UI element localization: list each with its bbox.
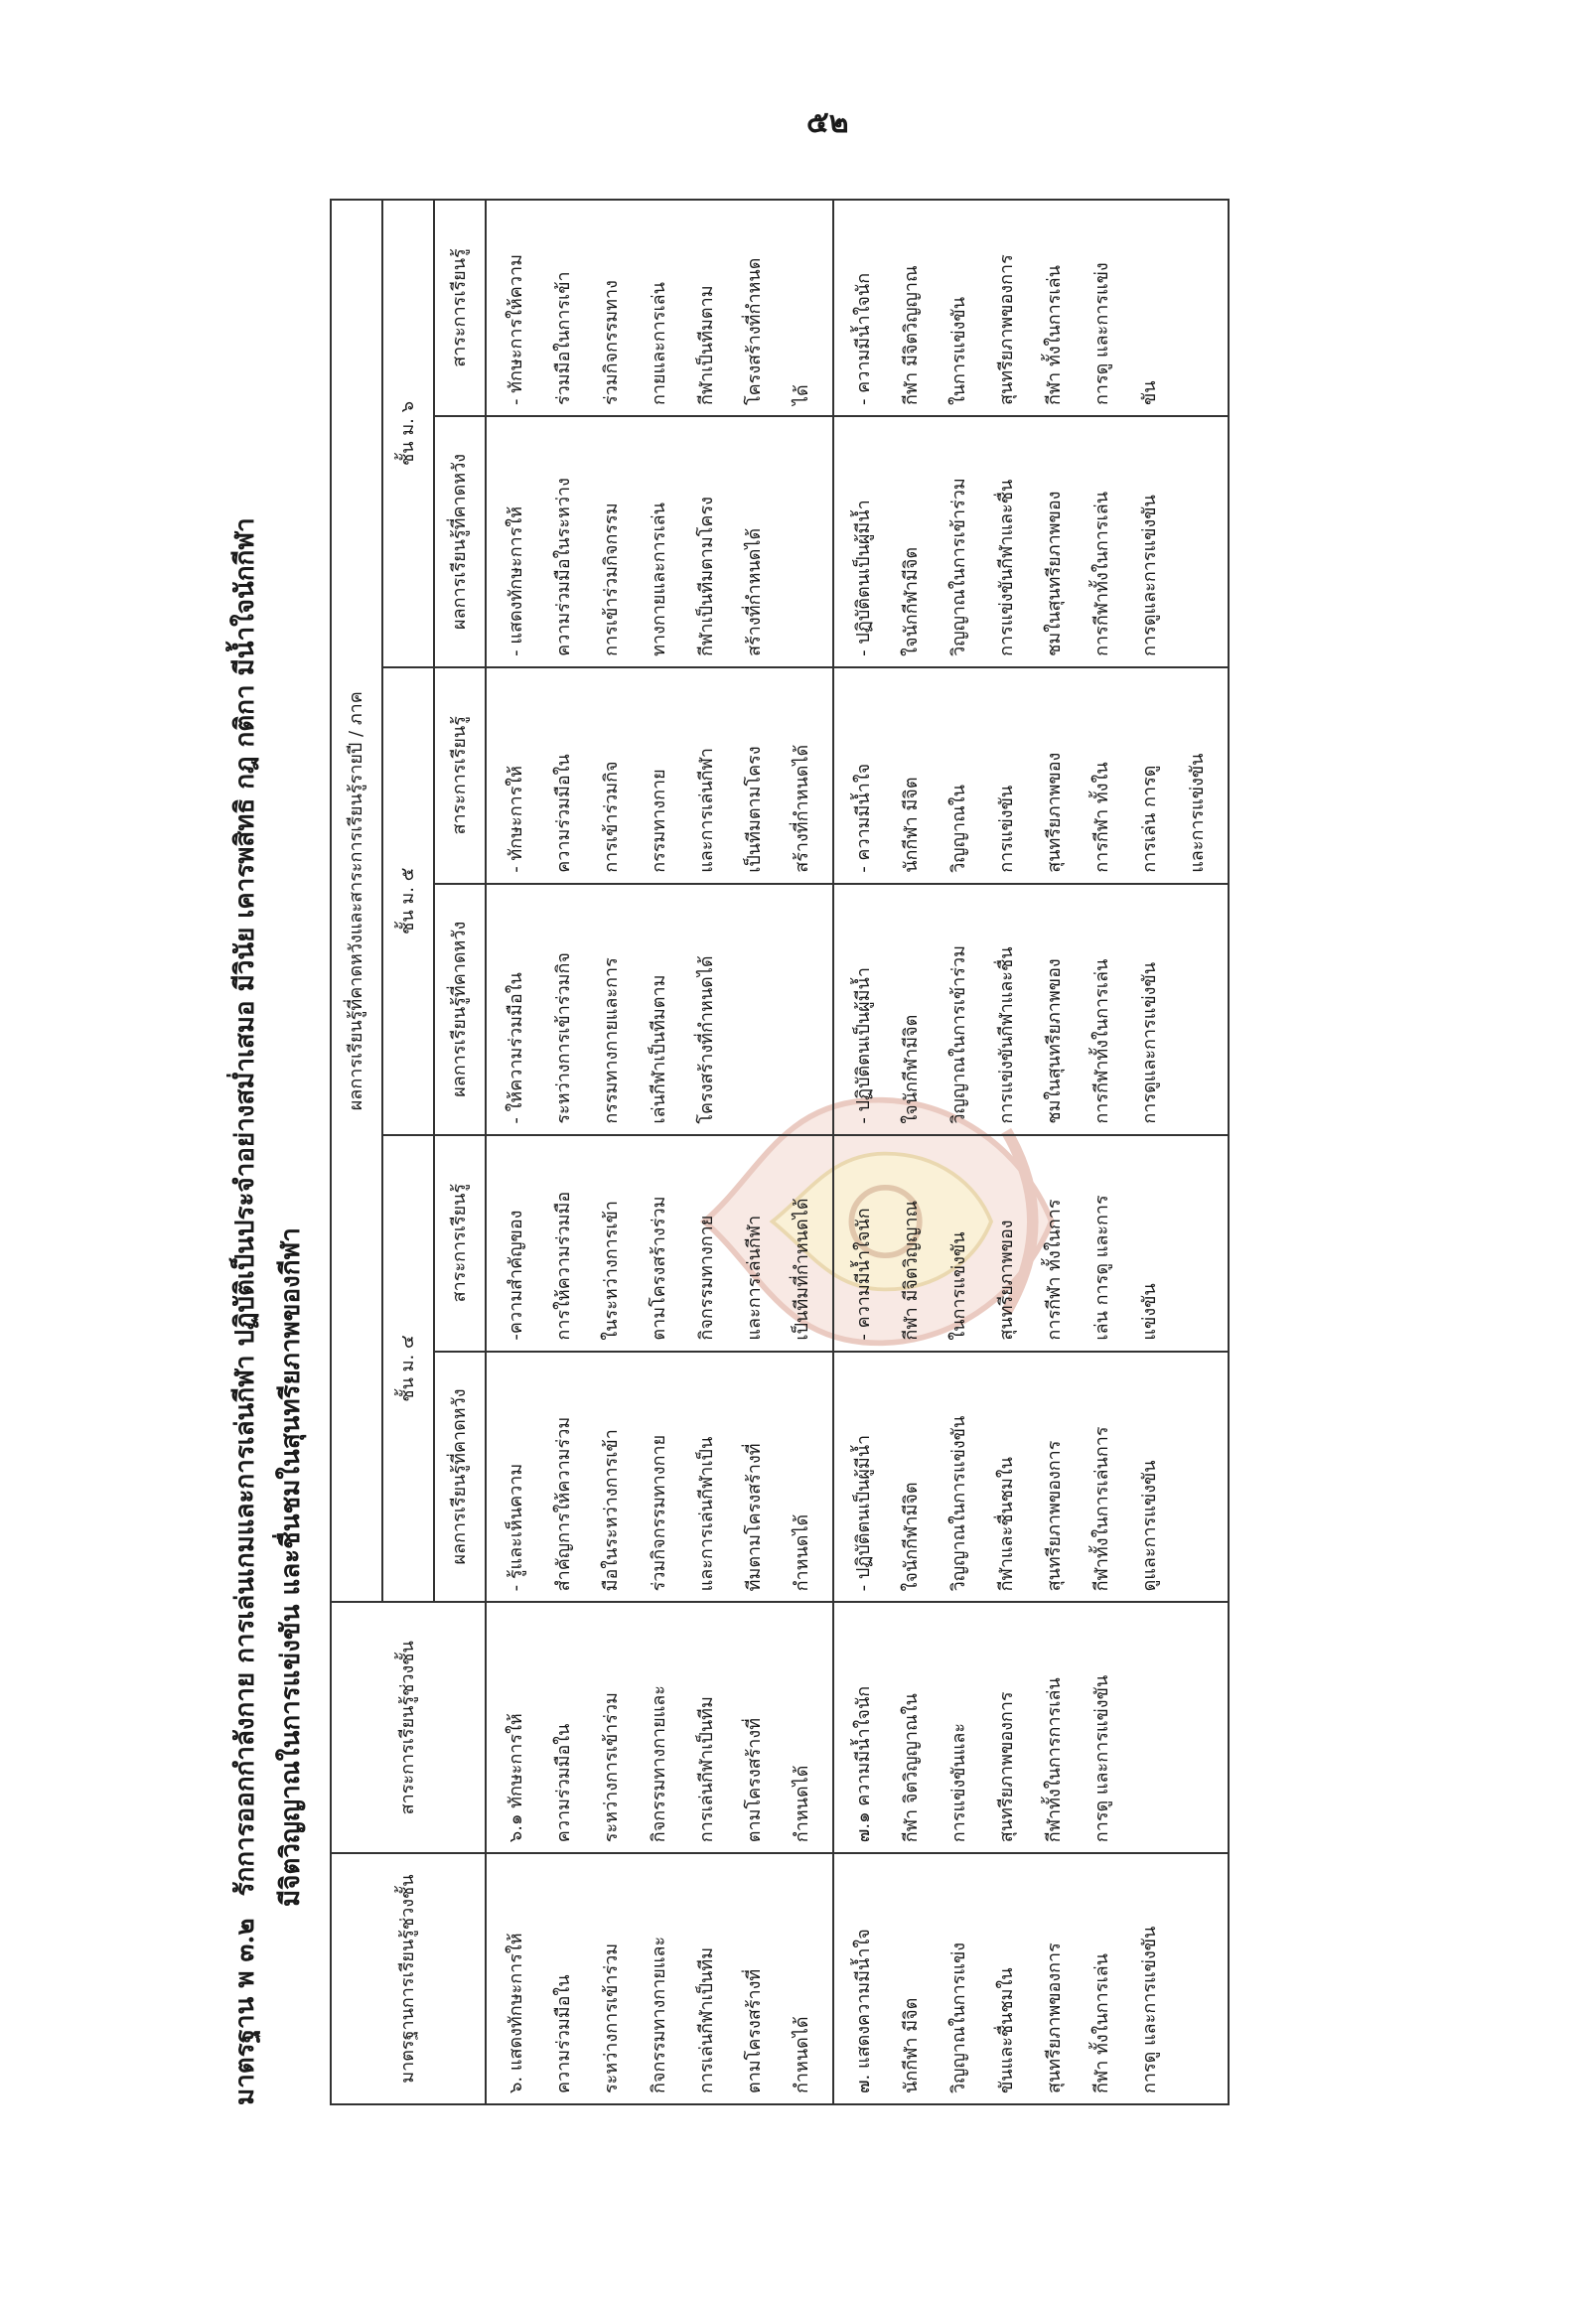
header-group: ผลการเรียนรู้ที่คาดหวังและสาระการเรียนรู้รายปี / ภาค bbox=[331, 200, 382, 1602]
header-grade-m4: ชั้น ม. ๔ bbox=[382, 1135, 434, 1603]
header-m5-outcome: ผลการเรียนรู้ที่คาดหวัง bbox=[434, 884, 486, 1135]
cell-m6-content: - ทักษะการให้ความ ร่วมมือในการเข้า ร่วมกิจกรรมทาง กายและการเล่น กีฬาเป็นทีมตาม โครงสร้างที่กำหนด ได้ bbox=[486, 200, 833, 416]
cell-m4-outcome: - ปฏิบัติตนเป็นผู้มีน้ำ ใจนักกีฬามีจิต วิญญาณในการแข่งขัน กีฬาและชื่นชมใน สุนทรียภาพของการ กีฬาทั้งในการเล่นการ ดูและการแข่งขัน bbox=[833, 1352, 1229, 1603]
header-m6-content: สาระการเรียนรู้ bbox=[434, 200, 486, 416]
page-title bbox=[222, 199, 314, 2105]
header-core-content: สาระการเรียนรู้ช่วงชั้น bbox=[331, 1602, 486, 1853]
cell-m5-content: - ความมีน้ำใจ นักกีฬา มีจิต วิญญาณใน การแข่งขัน สุนทรียภาพของ การกีฬา ทั้งใน การเล่น การดู และการแข่งขัน bbox=[833, 667, 1229, 884]
header-m4-outcome: ผลการเรียนรู้ที่คาดหวัง bbox=[434, 1352, 486, 1603]
cell-m6-outcome: - แสดงทักษะการให้ ความร่วมมือในระหว่าง การเข้าร่วมกิจกรรม ทางกายและการเล่น กีฬาเป็นทีมตามโครง สร้างที่กำหนดได้ bbox=[486, 416, 833, 667]
curriculum-table bbox=[330, 199, 1230, 2105]
page-number: ๕๒ bbox=[806, 105, 849, 140]
table-row bbox=[833, 200, 1229, 2104]
cell-m4-content: -ความสำคัญของ การให้ความร่วมมือ ในระหว่างการเข้า ตามโครงสร้างร่วม กิจกรรมทางกาย และการเล่นกีฬา เป็นทีมที่กำหนดได้ bbox=[486, 1135, 833, 1352]
cell-m4-outcome: - รู้และเห็นความ สำคัญการให้ความร่วม มือในระหว่างการเข้า ร่วมกิจกรรมทางกาย และการเล่นกีฬาเป็น ทีมตามโครงสร้างที่ กำหนดได้ bbox=[486, 1352, 833, 1603]
cell-m6-content: - ความมีน้ำใจนัก กีฬา มีจิตวิญญาณ ในการแข่งขัน สุนทรียภาพของการ กีฬา ทั้งในการเล่น การดู และการแข่ง ขัน bbox=[833, 200, 1229, 416]
cell-m5-outcome: - ปฏิบัติตนเป็นผู้มีน้ำ ใจนักกีฬามีจิต วิญญาณในการเข้าร่วม การแข่งขันกีฬาและชื่น ชมในสุนทรียภาพของ การกีฬาทั้งในการเล่น การดูและการแข่งขัน bbox=[833, 884, 1229, 1135]
header-grade-m5: ชั้น ม. ๕ bbox=[382, 667, 434, 1135]
header-standard: มาตรฐานการเรียนรู้ช่วงชั้น bbox=[331, 1853, 486, 2104]
header-m6-outcome: ผลการเรียนรู้ที่คาดหวัง bbox=[434, 416, 486, 667]
cell-m6-outcome: - ปฏิบัติตนเป็นผู้มีน้ำ ใจนักกีฬามีจิต วิญญาณในการเข้าร่วม การแข่งขันกีฬาและชื่น ชมในสุนทรียภาพของ การกีฬาทั้งในการเล่น การดูและการแข่งขัน bbox=[833, 416, 1229, 667]
header-m5-content: สาระการเรียนรู้ bbox=[434, 667, 486, 884]
cell-standard: ๖. แสดงทักษะการให้ ความร่วมมือใน ระหว่างการเข้าร่วม กิจกรรมทางกายและ การเล่นกีฬาเป็นทีม ตามโครงสร้างที่ กำหนดได้ bbox=[486, 1853, 833, 2104]
title-line-2: มีจิตวิญญาณในการแข่งขัน และชื่นชมในสุนทรียภาพของกีฬา bbox=[276, 1227, 306, 1907]
cell-core-content: ๗.๑ ความมีน้ำใจนัก กีฬา จิตวิญญาณใน การแข่งขันและ สุนทรียภาพของการ กีฬาทั้งในการการเล่น การดู และการแข่งขัน bbox=[833, 1602, 1229, 1853]
cell-m4-content: - ความมีน้ำใจนัก กีฬา มีจิตวิญญาณ ในการแข่งขัน สุนทรียภาพของ การกีฬา ทั้งในการ เล่น การดู และการ แข่งขัน bbox=[833, 1135, 1229, 1352]
header-grade-m6: ชั้น ม. ๖ bbox=[382, 200, 434, 667]
title-line-1 bbox=[222, 199, 268, 2105]
standard-code: มาตรฐาน พ ๓.๒ bbox=[230, 1918, 260, 2105]
cell-m5-content: - ทักษะการให้ ความร่วมมือใน การเข้าร่วมกิจ กรรมทางกาย และการเล่นกีฬา เป็นทีมตามโครง สร้างที่กำหนดได้ bbox=[486, 667, 833, 884]
cell-m5-outcome: - ให้ความร่วมมือใน ระหว่างการเข้าร่วมกิจ กรรมทางกายและการ เล่นกีฬาเป็นทีมตาม โครงสร้างที่กำหนดได้ bbox=[486, 884, 833, 1135]
header-m4-content: สาระการเรียนรู้ bbox=[434, 1135, 486, 1352]
cell-core-content: ๖.๑ ทักษะการให้ ความร่วมมือใน ระหว่างการเข้าร่วม กิจกรรมทางกายและ การเล่นกีฬาเป็นทีม ตามโครงสร้างที่ กำหนดได้ bbox=[486, 1602, 833, 1853]
rotated-content bbox=[222, 189, 1355, 2125]
title-text-1: รักการออกกำลังกาย การเล่นเกมและการเล่นกีฬา ปฏิบัติเป็นประจำอย่างสม่ำเสมอ มีวินัย เคารพสิทธิ กฎ กติกา มีน้ำใจนักกีฬา bbox=[230, 517, 260, 1897]
cell-standard: ๗. แสดงความมีน้ำใจ นักกีฬา มีจิต วิญญาณในการแข่ง ขันและชื่นชมใน สุนทรียภาพของการ กีฬา ทั้งในการเล่น การดู และการแข่งขัน bbox=[833, 1853, 1229, 2104]
table-row bbox=[486, 200, 833, 2104]
